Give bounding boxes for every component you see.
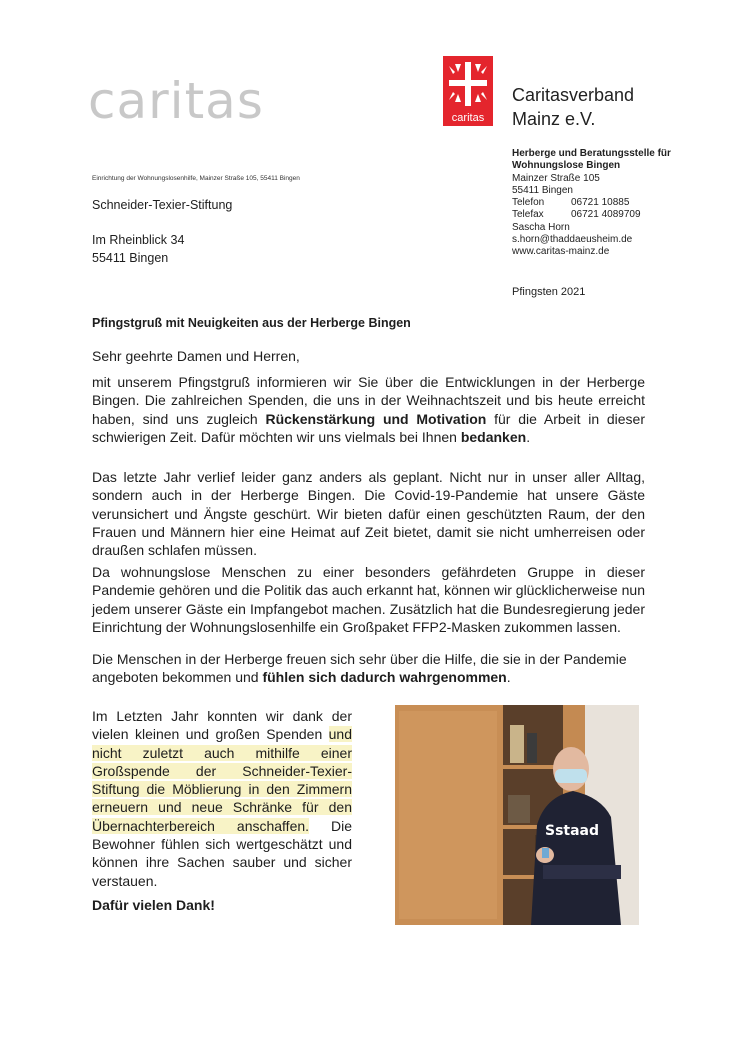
- organization-name: [512, 83, 634, 131]
- letter-subject: Pfingstgruß mit Neuigkeiten aus der Herberge Bingen: [92, 316, 411, 330]
- contact-block: [512, 148, 671, 259]
- p1-text-a: mit unserem Pfingstgruß informieren wir Sie über die Entwicklungen in der Herberge Bingen. Die zahlreichen Spenden, die uns in der Weihnachtszeit und bis heute erreicht haben, sind uns zugleich: [92, 374, 645, 427]
- shirt-print-text: Sstaad: [545, 823, 600, 839]
- p1-text-c: für die Arbeit in dieser schwierigen Zeit. Dafür möchten wir uns vielmals bei Ihnen: [92, 410, 646, 445]
- caritas-flame-cross-logo: [443, 56, 493, 126]
- contact-website[interactable]: www.caritas-mainz.de: [512, 246, 610, 258]
- paragraph-3: Da wohnungslose Menschen zu einer besonders gefährdeten Gruppe in dieser Pandemie gehören und die Politik das auch erkannt hat, können wir glücklicherweise nun jedem unserer Gäste ein Impfangebot machen. Zusätzlich hat die Bundesregierung jeder Einrichtung der Wohnungslosenhilfe ein Großpaket FFP2-Masken zukommen lassen.: [92, 564, 645, 635]
- recipient-name: Schneider-Texier-Stiftung: [92, 198, 233, 212]
- p5-text-a: Im Letzten Jahr konnten wir dank der vielen kleinen und großen Spenden: [92, 708, 352, 743]
- caritas-wordmark: caritas: [88, 72, 264, 130]
- letter-date: Pfingsten 2021: [512, 286, 586, 298]
- paragraph-4: [92, 650, 645, 687]
- org-name-line2: Mainz e.V.: [512, 109, 596, 129]
- paragraph-1: [92, 373, 645, 446]
- contact-city: 55411 Bingen: [512, 184, 573, 196]
- fax-label: Telefax: [512, 209, 544, 221]
- fax-number: 06721 4089709: [571, 209, 641, 221]
- photo-man-with-wardrobe: [395, 705, 639, 925]
- recipient-address: [92, 196, 232, 267]
- salutation: Sehr geehrte Damen und Herren,: [92, 348, 300, 364]
- org-name-line1: Caritasverband: [512, 85, 635, 105]
- recipient-city: 55411 Bingen: [92, 251, 169, 265]
- p1-bold-d: bedanken: [460, 428, 527, 445]
- recipient-street: Im Rheinblick 34: [92, 233, 185, 247]
- p5-text-c: Die Bewohner fühlen sich wertgeschätzt und können ihre Sachen sauber und sicher verstauen.: [92, 817, 352, 889]
- sender-return-address: Einrichtung der Wohnungslosenhilfe, Mainzer Straße 105, 55411 Bingen: [92, 175, 300, 182]
- contact-email[interactable]: s.horn@thaddaeusheim.de: [512, 234, 633, 246]
- department-line2: Wohnungslose Bingen: [512, 160, 621, 172]
- phone-number: 06721 10885: [571, 197, 630, 209]
- phone-row: [512, 197, 671, 209]
- paragraph-5: [92, 707, 352, 890]
- p1-text-e: .: [526, 428, 531, 445]
- p1-bold-b: Rückenstärkung und Motivation: [265, 410, 487, 427]
- contact-street: Mainzer Straße 105: [512, 172, 600, 184]
- contact-person: Sascha Horn: [512, 221, 570, 233]
- paragraph-2: Das letzte Jahr verlief leider ganz anders als geplant. Nicht nur in unser aller Alltag, sondern auch in der Herberge Bingen. Die Covid-19-Pandemie hat unsere Gäste verunsichert und Ängste geschürt. Wir bieten dafür einen geschützten Raum, der den Frauen und Männern hier eine Heimat auf Zeit bietet, damit sie nicht umherreisen oder draußen schlafen müssen.: [92, 469, 645, 559]
- fax-row: [512, 209, 671, 221]
- emblem-label: caritas: [451, 112, 485, 124]
- photo-illustration: [395, 705, 639, 925]
- p4-text-c: .: [506, 669, 511, 686]
- closing-thanks: Dafür vielen Dank!: [92, 897, 215, 913]
- phone-label: Telefon: [512, 197, 545, 209]
- p4-bold-b: fühlen sich dadurch wahrgenommen: [262, 669, 507, 686]
- department-line1: Herberge und Beratungsstelle für: [512, 148, 671, 159]
- p5-highlighted-text: und nicht zuletzt auch mithilfe einer Großspende der Schneider-Texier-Stiftung die Möblierung in den Zimmern erneuern und neue Schränke für den Übernachterbereich anschaffen.: [92, 726, 352, 834]
- flame-cross-icon: [443, 56, 493, 112]
- p4-text-a: Die Menschen in der Herberge freuen sich sehr über die Hilfe, die sie in der Pandemie angeboten bekommen und: [92, 651, 627, 686]
